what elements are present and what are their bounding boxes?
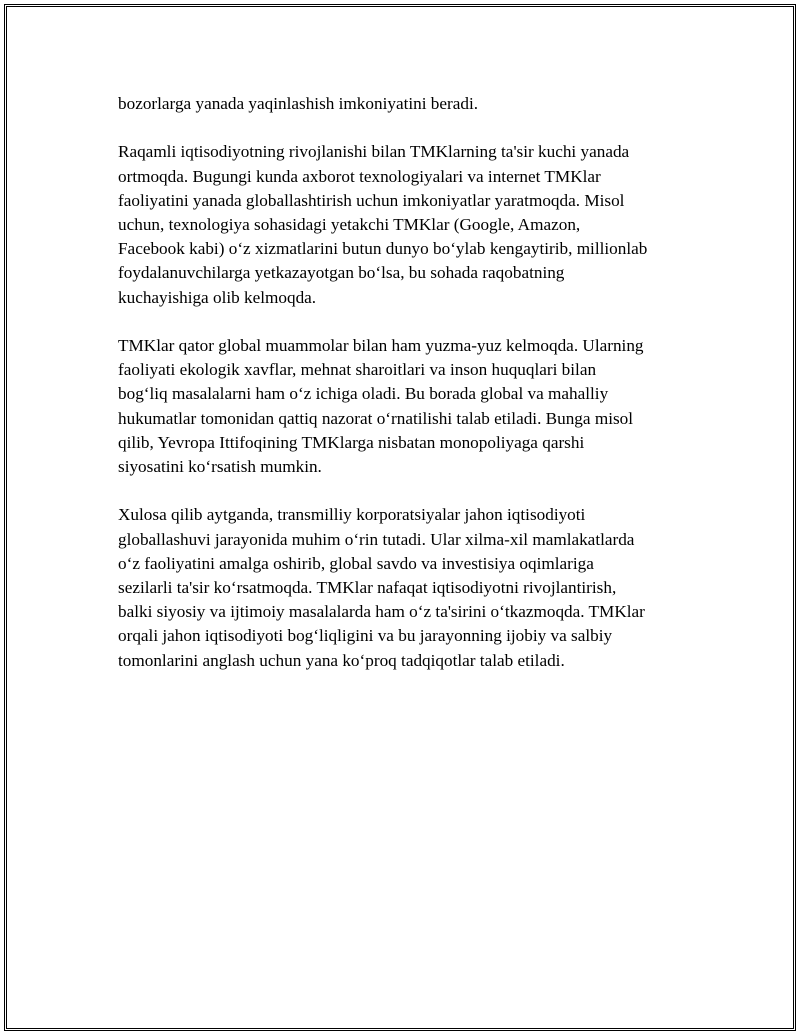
text-line: uchun, texnologiya sohasidagi yetakchi TMKlar (Google, Amazon, [118, 215, 581, 234]
paragraph-1 [118, 92, 698, 116]
text-line: globallashuvi jarayonida muhim o‘rin tutadi. Ular xilma-xil mamlakatlarda [118, 529, 635, 549]
text-line: faoliyatini yanada globallashtirish uchun imkoniyatlar yaratmoqda. Misol [118, 190, 625, 210]
text-line: kuchayishiga olib kelmoqda. [118, 287, 317, 307]
document-body [118, 92, 698, 697]
text-line: hukumatlar tomonidan qattiq nazorat o‘rnatilishi talab etiladi. Bunga misol [118, 408, 634, 428]
text-line: foydalanuvchilarga yetkazayotgan bo‘lsa, bu sohada raqobatning [118, 263, 565, 283]
text-line: Xulosa qilib aytganda, transmilliy korporatsiyalar jahon iqtisodiyoti [118, 505, 586, 525]
text-line: TMKlar qator global muammolar bilan ham yuzma-yuz kelmoqda. Ularning [118, 336, 644, 355]
paragraph-2 [118, 140, 698, 309]
text-line: balki siyosiy va ijtimoiy masalalarda ham o‘z ta'sirini o‘tkazmoqda. TMKlar [118, 602, 645, 622]
paragraph-3 [118, 334, 698, 479]
text-line: siyosatini ko‘rsatish mumkin. [118, 457, 322, 477]
text-line: faoliyati ekologik xavflar, mehnat sharoitlari va inson huquqlari bilan [118, 360, 597, 380]
text-line: ortmoqda. Bugungi kunda axborot texnologiyalari va internet TMKlar [118, 166, 601, 186]
text-line: Raqamli iqtisodiyotning rivojlanishi bilan TMKlarning ta'sir kuchi yanada [118, 142, 630, 162]
text-line: Facebook kabi) o‘z xizmatlarini butun dunyo bo‘ylab kengaytirib, millionlab [118, 239, 648, 259]
text-line: bozorlarga yanada yaqinlashish imkoniyatini beradi. [118, 94, 479, 113]
text-line: qilib, Yevropa Ittifoqining TMKlarga nisbatan monopoliyaga qarshi [118, 432, 585, 452]
text-line: o‘z faoliyatini amalga oshirib, global savdo va investisiya oqimlariga [118, 553, 594, 573]
text-line: orqali jahon iqtisodiyoti bog‘liqligini va bu jarayonning ijobiy va salbiy [118, 626, 613, 646]
paragraph-4 [118, 503, 698, 672]
text-line: sezilarli ta'sir ko‘rsatmoqda. TMKlar nafaqat iqtisodiyotni rivojlantirish, [118, 578, 617, 598]
text-line: bog‘liq masalalarni ham o‘z ichiga oladi. Bu borada global va mahalliy [118, 384, 609, 404]
text-line: tomonlarini anglash uchun yana ko‘proq tadqiqotlar talab etiladi. [118, 650, 565, 670]
